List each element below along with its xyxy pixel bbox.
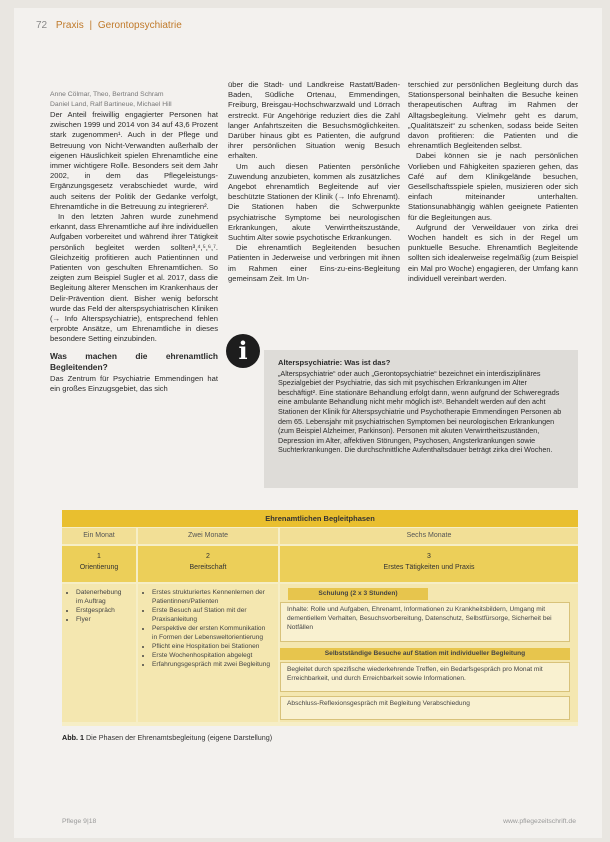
paragraph: Die ehrenamtlich Begleitenden besuchen Patienten in Jederweise und verbringen mit ihnen im Rahmen einer Eins-zu-eins-Begleitung gemeinsam Zeit. Im Un- — [228, 243, 400, 283]
list-item: • Erstgespräch — [76, 606, 130, 615]
visits-strip-body: Begleitet durch spezifische wiederkehrende Treffen, ein Bedarfsgespräch pro Monat mit Erreichbarkeit, und durch Erreichbarkeit sowie Informationen. — [280, 662, 570, 692]
list-item: • Erstes strukturiertes Kennenlernen der Patientinnen/Patienten — [152, 588, 272, 606]
closing-strip-body: Abschluss-Reflexionsgespräch mit Begleitung Verabschiedung — [280, 696, 570, 720]
phase-1-body — [62, 584, 136, 722]
column-2 — [228, 80, 400, 284]
list-item: • Erste Wochenhospitation abgelegt — [152, 651, 272, 660]
phase-number: 2 — [206, 553, 210, 560]
paragraph: In den letzten Jahren wurde zunehmend erkannt, dass Ehrenamtliche auf ihre individuellen Aufgaben vorbereitet und während ihrer Tätigkeit persönlich begleitet werden sollten³,⁴,⁵,⁶,⁷. Gleichzeitig profitieren auch Patientinnen und Patienten von geschulten Ehrenamtlichen. So zeigten zum Beispiel Sugler et al. 2017, dass die Begleitung älterer Menschen im Krankenhaus der Delir-Prävention dient. Bisher wenig beforscht wurde das Feld der alterspsychiatrischen Kliniken (→ Info Alterspsychiatrie), entsprechend fehlen erprobte Ansätze, um Ehrenamtliche in dieses besondere Setting einzubinden. — [50, 212, 218, 344]
time-label: Zwei Monate — [138, 528, 278, 544]
phase-number: 3 — [427, 553, 431, 560]
phase-header-1 — [62, 546, 136, 582]
info-box-body: „Alterspsychiatrie“ oder auch „Gerontopsychiatrie“ bezeichnet ein interdisziplinäres Spezialgebiet der Psychiatrie, das sich mit psychischen Erkrankungen im Alter beschäftigt². Eine stationäre Behandlung erfolgt dann, wenn aufgrund der Schweregrads eine ambulante Behandlung nicht mehr möglich ist⁸. Behandelt werden auf den acht Stationen der Klinik für Alterspsychiatrie und Psychotherapie Emmendingen Personen ab dem 65. Lebensjahr mit psychiatrischen Symptomen bei neurologischen Erkrankungen (zum Beispiel Alzheimer, Parkinson). Personen mit akuten Verwirrtheitszuständen, Depression im Alter, affektiven Störungen, Psychosen, Angsterkrankungen sowie Suchterkrankungen. Die durchschnittliche Aufenthaltsdauer beträgt zirka drei Wochen. — [278, 368, 562, 455]
list-item: • Flyer — [76, 615, 130, 624]
paragraph: Der Anteil freiwillig engagierter Personen hat zwischen 1999 und 2014 von 34 auf 43,6 Prozent stark zugenommen¹. Auch in der Pflege und Betreuung von Nicht-Verwandten außerhalb der eigenen Häuslichkeit spielen Ehrenamtliche eine immer wichtigere Rolle. Besonders seit dem Jahr 2002, in dem das Pflegeleistungs-Ergänzungsgesetz verabschiedet wurde, wird auch seitens der Politik der Gedanke verfolgt, Ehrenamtliche in die Betreuung zu integrieren². — [50, 110, 218, 211]
section-label: Praxis — [55, 20, 84, 31]
time-label: Sechs Monate — [280, 528, 578, 544]
diagram-title: Ehrenamtlichen Begleitphasen — [62, 510, 578, 527]
paragraph: Das Zentrum für Psychiatrie Emmendingen hat ein großes Einzugsgebiet, das sich — [50, 373, 218, 393]
running-header — [36, 20, 182, 31]
phase-header-2 — [138, 546, 278, 582]
list-item: • Perspektive der ersten Kommunikation in Formen der Lebensweltorientierung — [152, 624, 272, 642]
phase-label: Orientierung — [79, 564, 119, 571]
paragraph: Dabei können sie je nach persönlichen Vorlieben und Fähigkeiten spazieren gehen, das Café auf dem Klinikgelände besuchen, Gesellschaftsspiele spielen, musizieren oder sich einfach miteinander unterhalten. Stationsunabhängig wählen geeignete Patienten für die Begleitungen aus. — [408, 151, 578, 222]
caption-text: Die Phasen der Ehrenamtsbegleitung (eigene Darstellung) — [85, 733, 273, 742]
paragraph: Aufgrund der Verweildauer von zirka drei Wochen handelt es sich in der Regel um punktuelle Besuche. Ehrenamtlich Begleitende sollten sich idealerweise regelmäßig (zum Beispiel ein Mal pro Woche) engagieren, der Umfang kann individuell vereinbart werden. — [408, 222, 578, 283]
authors-line-1: Anne Cölmar, Theo, Bertrand Schram — [50, 91, 164, 98]
paragraph: über die Stadt- und Landkreise Rastatt/Baden-Baden, Südliche Ortenau, Emmendingen, Freiburg, Breisgau-Hochschwarzwald und Lörrach erstreckt. Für Angehörige reduziert dies die Zahl langer Anfahrtszeiten die Besuchsmöglichkeiten. Darüber hinaus gibt es Patienten, die aufgrund ihrer persönlichen Situation wenig Besuch erhalten. — [228, 80, 400, 161]
list-item: • Erfahrungsgespräch mit zwei Begleitung — [152, 660, 272, 669]
phase-number: 1 — [97, 553, 101, 560]
page-number: 72 — [36, 20, 48, 31]
authors-line-2: Daniel Land, Ralf Bartineue, Michael Hill — [50, 101, 172, 108]
phase-label: Erstes Tätigkeiten und Praxis — [383, 564, 475, 571]
time-label: Ein Monat — [62, 528, 136, 544]
header-separator: | — [89, 20, 93, 31]
info-icon: i — [226, 334, 260, 368]
figure-caption — [62, 733, 272, 742]
footer-right: www.pflegezeitschrift.de — [503, 818, 576, 825]
paragraph: Um auch diesen Patienten persönliche Zuwendung anzubieten, kommen als zusätzliches Angebot ehrenamtlich Begleitende auf vier beschützte Stationen der Klinik (→ Info Ehrenamt). Die Stationen haben die Schwerpunkte psychiatrische Symptome bei neurologischen Erkrankungen, akute Verwirrtheitszustände, Suchtim Alter sowie psychotische Erkrankungen. — [228, 161, 400, 243]
phase-2-body — [138, 584, 278, 722]
phases-diagram — [62, 510, 578, 726]
phase-header-3 — [280, 546, 578, 582]
training-strip-body: Inhalte: Rolle und Aufgaben, Ehrenamt, Informationen zu Krankheitsbildern, Umgang mit dementiellem Verhalten, Besuchsvorbereitung, Datenschutz, Selbstfürsorge, Sicherheit bei Notfällen — [280, 602, 570, 642]
info-box-title: Alterspsychiatrie: Was ist das? — [278, 358, 391, 367]
footer-left: Pflege 9|18 — [62, 818, 97, 825]
column-3 — [408, 80, 578, 284]
phase-label: Bereitschaft — [189, 564, 227, 571]
list-item: • Pflicht eine Hospitation bei Stationen — [152, 642, 272, 651]
training-strip-header: Schulung (2 x 3 Stunden) — [288, 588, 428, 600]
topic-label: Gerontopsychiatrie — [97, 20, 182, 31]
caption-label: Abb. 1 — [62, 733, 84, 742]
list-item: • Datenerhebung im Auftrag — [76, 588, 130, 606]
info-box — [264, 350, 578, 488]
column-1 — [50, 90, 218, 394]
list-item: • Erste Besuch auf Station mit der Praxisanleitung — [152, 606, 272, 624]
visits-strip-header: Selbstständige Besuche auf Station mit individueller Begleitung — [280, 648, 570, 660]
paragraph: terschied zur persönlichen Begleitung durch das Stationspersonal beinhalten die Besuche keinen therapeutischen Auftrag im Rahmen der Alltagsbegleitung. Vielmehr geht es darum, „Qualitätszeit“ zu schenken, sodass beide Seiten davon profitieren: die Patienten und die ehrenamtlich Begleitenden selbst. — [408, 80, 578, 151]
section-heading: Was machen die ehrenamtlich Begleitenden? — [50, 350, 218, 372]
